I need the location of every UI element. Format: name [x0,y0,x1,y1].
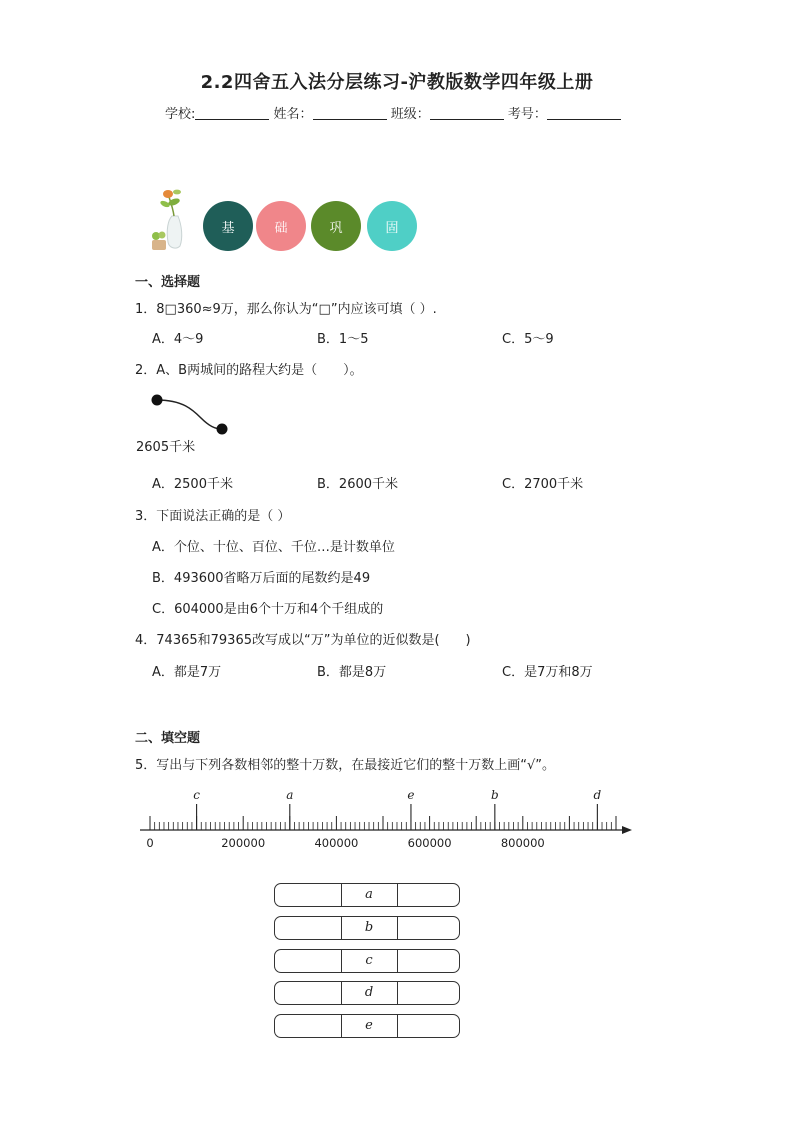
marker-c-label: c [193,788,200,802]
q1-option-a: A．4～9 [152,332,204,347]
plant-vase-icon [146,186,194,254]
banner-circle-2: 础 [256,201,306,251]
class-blank [430,106,504,120]
answer-row-a [274,883,460,907]
answer-row-d [274,981,460,1005]
question-3: 3．下面说法正确的是（ ） [135,509,291,524]
q4-option-c: C．是7万和8万 [502,665,593,680]
city-a-dot [152,395,163,406]
class-label: 班级： [390,107,430,122]
answer-row-e [274,1014,460,1038]
question-5: 5．写出与下列各数相邻的整十万数，在最接近它们的整十万数上画“√”。 [135,758,556,773]
q4-option-a: A．都是7万 [152,665,222,680]
q2-option-b: B．2600千米 [317,477,399,492]
q1-option-b: B．1～5 [317,332,369,347]
marker-d-label: d [593,788,602,802]
number-line [130,780,650,852]
answer-row-b [274,916,460,940]
q2-option-a: A．2500千米 [152,477,233,492]
banner-circle-3: 巩 [311,201,361,251]
q2-option-c: C．2700千米 [502,477,584,492]
city-b-dot [217,424,228,435]
page-title: 2.2四舍五入法分层练习-沪教版数学四年级上册 [200,72,594,93]
q4-option-b: B．都是8万 [317,665,387,680]
route-diagram [145,390,240,440]
exam-number-blank [547,106,621,120]
answer-row-label: a [365,887,373,902]
tick-label: 800000 [500,836,545,850]
tick-label: 0 [146,836,154,850]
name-label: 姓名： [273,107,313,122]
exam-number-label: 考号： [507,107,547,122]
section-heading-choice: 一、选择题 [135,275,201,290]
answer-row-label: c [365,953,373,968]
tick-label: 600000 [407,836,452,850]
question-4: 4．74365和79365改写成以“万”为单位的近似数是( ) [135,633,471,648]
route-distance-label: 2605千米 [136,440,196,455]
q3-option-c: C．604000是由6个十万和4个千组成的 [152,602,384,617]
name-blank [313,106,387,120]
banner-circle-4: 固 [367,201,417,251]
marker-b-label: b [490,788,499,802]
student-info-line [165,103,621,122]
answer-row-label: d [364,985,374,1000]
marker-a-label: a [286,788,294,802]
school-blank [195,106,269,120]
number-line-arrow [622,826,632,834]
question-1: 1．8□360≈9万，那么你认为“□”内应该可填（ ）. [135,302,437,317]
banner-circle-1: 基 [203,201,253,251]
answer-row-label: e [365,1018,373,1033]
school-label: 学校: [165,107,196,122]
q3-option-b: B．493600省略万后面的尾数约是49 [152,571,371,586]
tick-label: 400000 [314,836,359,850]
q1-option-c: C．5～9 [502,332,554,347]
question-2: 2．A、B两城间的路程大约是（ ）。 [135,363,363,378]
tick-label: 200000 [221,836,266,850]
answer-row-label: b [364,920,374,935]
section-heading-fill: 二、填空题 [135,731,201,746]
q3-option-a: A．个位、十位、百位、千位…是计数单位 [152,540,395,555]
answer-row-c [274,949,460,973]
marker-e-label: e [407,788,415,802]
